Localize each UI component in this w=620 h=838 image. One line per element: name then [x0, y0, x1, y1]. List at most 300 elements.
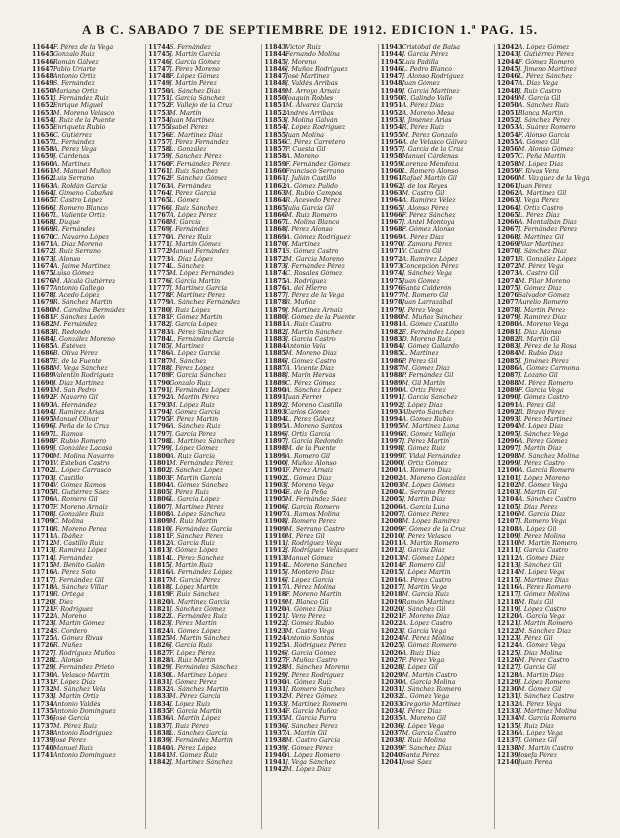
entry-name: J. Pérez Martín — [401, 438, 450, 446]
list-item — [381, 679, 492, 686]
list-item — [381, 95, 492, 102]
list-item — [32, 569, 143, 576]
entry-number: 12106 — [496, 511, 519, 518]
list-item — [264, 146, 375, 153]
entry-number: 11880 — [264, 313, 287, 321]
list-item — [497, 44, 608, 51]
entry-name: M. Gil Martín — [401, 379, 445, 387]
entry-name: M. López Vega — [517, 569, 565, 577]
entry-number: 11804 — [148, 481, 171, 489]
entry-name: J. Ortiz Gómez — [401, 459, 448, 467]
entry-name: J. Martín Díaz — [517, 445, 562, 453]
list-item — [497, 394, 608, 401]
entry-number: 11648 — [32, 73, 54, 81]
list-item — [264, 701, 375, 708]
entry-number: 11787 — [148, 357, 171, 365]
entry-name: Blanca Martín — [517, 109, 564, 117]
entry-name: J. Gómez Castro — [517, 394, 569, 402]
list-item — [497, 599, 608, 606]
entry-name: J. Sánchez López — [169, 467, 224, 475]
list-item — [381, 248, 492, 255]
list-item — [497, 686, 608, 693]
entry-number: 11680 — [32, 306, 54, 314]
list-item — [381, 402, 492, 409]
entry-number: 11810 — [148, 525, 171, 533]
list-item — [497, 234, 608, 241]
list-item — [32, 453, 143, 460]
entry-number: 11725 — [32, 635, 54, 643]
list-item — [497, 117, 608, 124]
list-item — [32, 394, 143, 401]
entry-number: 12086 — [496, 365, 519, 373]
entry-number: 11666 — [32, 204, 54, 212]
list-column — [494, 44, 610, 829]
entry-name: Cristóbal de Balsa — [401, 44, 460, 51]
entry-number: 11986 — [380, 357, 403, 365]
list-item — [497, 482, 608, 489]
entry-name: M. López Fernández — [169, 270, 235, 278]
list-item — [32, 226, 143, 233]
entry-number: 11818 — [148, 583, 171, 591]
entry-number: 11989 — [380, 379, 403, 387]
entry-number: 11888 — [264, 372, 287, 380]
entry-name: A. Romero Gil — [53, 496, 98, 504]
entry-number: 12087 — [496, 372, 519, 380]
list-item — [148, 314, 259, 321]
list-item — [264, 197, 375, 204]
entry-number: 11678 — [32, 292, 54, 300]
entry-number: 11751 — [148, 95, 171, 103]
entry-name: R. Martín Gil — [517, 335, 560, 343]
list-item — [264, 664, 375, 671]
entry-name: M. Castillo Ruiz — [53, 540, 104, 548]
list-item — [497, 745, 608, 752]
entry-name: A. Castro Gil — [517, 270, 559, 278]
list-item — [32, 562, 143, 569]
list-item — [381, 285, 492, 292]
entry-number: 12058 — [496, 160, 519, 168]
entry-name: J. Díaz Pérez — [517, 503, 558, 511]
entry-name: F. Alonso García — [517, 131, 570, 139]
entry-number: 12032 — [380, 693, 403, 701]
entry-name: A. Ruiz Castro — [285, 321, 332, 329]
entry-number: 12129 — [496, 678, 519, 686]
list-item — [32, 577, 143, 584]
entry-number: 11940 — [264, 751, 287, 759]
entry-number: 11761 — [148, 168, 171, 176]
entry-name: F. Romero Gil — [401, 562, 446, 570]
entry-number: 12011 — [380, 540, 403, 548]
list-item — [381, 146, 492, 153]
entry-name: J. Ruiz Molina — [401, 737, 446, 745]
list-item — [32, 73, 143, 80]
entry-name: J. Gómez Castro — [285, 357, 337, 365]
list-item — [32, 263, 143, 270]
entry-name: J. Fernández — [53, 554, 93, 562]
entry-number: 11799 — [148, 445, 171, 453]
entry-number: 11828 — [148, 656, 171, 664]
entry-number: 11763 — [148, 182, 171, 190]
entry-number: 11936 — [264, 722, 287, 730]
list-item — [264, 672, 375, 679]
entry-name: F. Fernández Pérez — [169, 160, 231, 168]
entry-number: 11765 — [148, 197, 171, 205]
list-item — [381, 117, 492, 124]
entry-name: Antonio Ortiz — [53, 73, 96, 81]
entry-name: Antonio Valdés — [53, 700, 101, 708]
list-item — [148, 80, 259, 87]
list-item — [32, 321, 143, 328]
entry-number: 12035 — [380, 715, 403, 723]
entry-number: 11913 — [264, 554, 287, 562]
entry-name: A. López Pérez — [169, 211, 217, 219]
entry-number: 11704 — [32, 481, 54, 489]
list-item — [264, 95, 375, 102]
entry-name: A. Ramírez López — [401, 255, 458, 263]
entry-number: 11977 — [380, 292, 403, 300]
entry-number: 11838 — [148, 729, 171, 737]
entry-number: 12055 — [496, 138, 519, 146]
list-item — [264, 402, 375, 409]
entry-name: A. del Hierro — [285, 284, 327, 292]
entry-name: M. Castro García — [285, 737, 341, 745]
list-item — [148, 679, 259, 686]
entry-number: 11890 — [264, 386, 287, 394]
list-item — [32, 285, 143, 292]
entry-name: A. Pérez Gómez — [517, 438, 568, 446]
list-item — [148, 511, 259, 518]
entry-number: 11790 — [148, 379, 171, 387]
list-item — [264, 416, 375, 423]
entry-number: 12116 — [496, 583, 519, 591]
list-item — [148, 635, 259, 642]
entry-name: L. Fernández García — [169, 335, 235, 343]
entry-number: 11825 — [148, 635, 171, 643]
list-item — [32, 686, 143, 693]
entry-name: S. Cordero — [53, 627, 88, 635]
list-item — [148, 299, 259, 306]
list-item — [148, 526, 259, 533]
list-item — [381, 205, 492, 212]
entry-name: M. García — [169, 219, 201, 227]
entry-number: 11819 — [148, 591, 171, 599]
list-item — [264, 438, 375, 445]
entry-name: M. Alvarez García — [285, 102, 343, 110]
entry-name: R. Gutiérrez Sáez — [53, 489, 110, 497]
list-item — [148, 380, 259, 387]
list-item — [264, 226, 375, 233]
entry-name: J. González Lacasa — [53, 445, 113, 453]
entry-number: 11699 — [32, 445, 54, 453]
entry-name: José García — [53, 715, 90, 723]
entry-number: 11776 — [148, 277, 171, 285]
entry-number: 12019 — [380, 598, 403, 606]
entry-name: Fernando Molina — [285, 51, 340, 59]
list-item — [497, 95, 608, 102]
list-item — [381, 88, 492, 95]
entry-name: J. López Vega — [401, 722, 445, 730]
entry-name: J. López Gómez — [169, 445, 219, 453]
entry-number: 11924 — [264, 635, 287, 643]
entry-name: M. López Díaz — [517, 160, 564, 168]
list-item — [381, 613, 492, 620]
list-item — [497, 168, 608, 175]
list-item — [148, 168, 259, 175]
entry-number: 11901 — [264, 467, 287, 475]
list-item — [32, 212, 143, 219]
entry-number: 11996 — [380, 430, 403, 438]
entry-number: 12016 — [380, 576, 403, 584]
entry-number: 12062 — [496, 189, 519, 197]
entry-name: M. Carolina Bermúdez — [53, 306, 126, 314]
entry-name: A. Estévez — [53, 343, 87, 351]
list-item — [264, 708, 375, 715]
entry-name: J. López García — [285, 576, 334, 584]
list-item — [32, 124, 143, 131]
entry-number: 11731 — [32, 678, 54, 686]
entry-number: 12111 — [496, 547, 519, 555]
list-item — [381, 635, 492, 642]
list-item — [264, 132, 375, 139]
list-item — [32, 336, 143, 343]
entry-number: 11849 — [264, 87, 287, 95]
list-item — [497, 350, 608, 357]
list-item — [264, 110, 375, 117]
entry-name: C. Peña Martín — [517, 153, 566, 161]
entry-number: 11891 — [264, 394, 287, 402]
entry-name: A. Ramírez Vélez — [401, 197, 456, 205]
entry-name: L. Sánchez García — [169, 729, 228, 737]
entry-name: E. de la Peña — [285, 489, 328, 497]
entry-number: 11777 — [148, 284, 171, 292]
entry-number: 12090 — [496, 394, 519, 402]
entry-number: 11941 — [264, 759, 287, 767]
entry-name: Juan Larrazábal — [401, 299, 453, 307]
entry-name: F. Gómez de la Cruz — [401, 525, 466, 533]
entry-number: 12040 — [380, 751, 403, 759]
entry-number: 11842 — [148, 759, 171, 767]
entry-number: 11659 — [32, 153, 54, 161]
entry-number: 12084 — [496, 350, 519, 358]
list-item — [32, 314, 143, 321]
entry-number: 11752 — [148, 102, 171, 110]
list-item — [381, 752, 492, 759]
list-item — [264, 161, 375, 168]
list-item — [32, 591, 143, 598]
entry-number: 12119 — [496, 605, 519, 613]
list-item — [381, 51, 492, 58]
list-item — [381, 321, 492, 328]
entry-number: 12092 — [496, 408, 519, 416]
list-item — [148, 44, 259, 51]
entry-name: J. Fernández Gil — [53, 576, 104, 584]
entry-number: 12005 — [380, 496, 403, 504]
list-item — [32, 256, 143, 263]
entry-name: J. García Vega — [401, 627, 447, 635]
list-item — [264, 241, 375, 248]
entry-name: M. Rubio Campos — [285, 189, 343, 197]
entry-number: 11758 — [148, 146, 171, 154]
list-item — [148, 365, 259, 372]
entry-name: Aurelio Romero — [517, 299, 569, 307]
entry-name: J. López Romero — [517, 678, 570, 686]
list-item — [148, 183, 259, 190]
list-item — [381, 482, 492, 489]
list-item — [381, 620, 492, 627]
entry-number: 11807 — [148, 503, 171, 511]
list-item — [497, 613, 608, 620]
entry-number: 11673 — [32, 255, 54, 263]
entry-name: J. García Sánchez — [169, 95, 226, 103]
entry-name: Josefa Pérez — [517, 751, 557, 759]
entry-number: 11836 — [148, 715, 171, 723]
entry-name: Víctor Ruiz — [285, 44, 321, 51]
list-item — [381, 693, 492, 700]
list-item — [497, 650, 608, 657]
entry-name: L. González — [169, 146, 207, 154]
entry-name: M. López Ruiz — [169, 401, 215, 409]
list-item — [32, 219, 143, 226]
entry-number: 12018 — [380, 591, 403, 599]
entry-name: F. Rodríguez — [53, 605, 94, 613]
entry-name: Rafael Martín Gil — [401, 175, 457, 183]
entry-name: J. Antel Montoya — [401, 219, 455, 227]
entry-name: A. Velasco Martín — [53, 671, 110, 679]
entry-name: R. Galindo Valle — [401, 95, 453, 103]
entry-number: 11980 — [380, 313, 403, 321]
list-item — [148, 132, 259, 139]
list-item — [264, 460, 375, 467]
entry-name: J. Fernández Ruiz — [53, 95, 109, 103]
entry-name: J. García Pérez — [401, 51, 449, 59]
list-column — [378, 44, 494, 829]
list-item — [148, 88, 259, 95]
list-item — [32, 511, 143, 518]
entry-number: 11915 — [264, 569, 287, 577]
entry-name: J. Pérez Fernández — [169, 138, 229, 146]
entry-number: 11747 — [148, 65, 171, 73]
entry-name: Santa Calderón — [401, 284, 452, 292]
entry-name: C. Pérez Gómez — [285, 379, 336, 387]
list-item — [497, 365, 608, 372]
entry-name: M. Castro Gil — [401, 189, 445, 197]
entry-number: 11781 — [148, 313, 171, 321]
entry-name: M. Pérez Molina — [401, 635, 454, 643]
entry-number: 11798 — [148, 438, 171, 446]
list-item — [264, 628, 375, 635]
list-item — [264, 117, 375, 124]
entry-name: J. Ramírez López — [53, 547, 107, 555]
entry-number: 11892 — [264, 401, 287, 409]
list-item — [497, 51, 608, 58]
entry-name: D. Moreno Ruiz — [401, 335, 452, 343]
entry-number: 12130 — [496, 686, 519, 694]
entry-number: 11741 — [32, 751, 54, 759]
entry-name: J. Sánchez Gil — [401, 605, 446, 613]
entry-name: M. Ruiz Gil — [517, 598, 554, 606]
list-item — [148, 759, 259, 766]
entry-name: J. López Gil — [401, 664, 438, 672]
entry-number: 12027 — [380, 656, 403, 664]
entry-name: J. Ruiz López — [169, 306, 211, 314]
entry-name: F. Pérez Vega — [401, 656, 445, 664]
list-item — [381, 234, 492, 241]
entry-name: M. Pérez Castro — [517, 656, 570, 664]
entry-name: M. Martín Castro — [517, 744, 574, 752]
list-item — [32, 402, 143, 409]
entry-name: F. Sánchez Díaz — [401, 744, 452, 752]
entry-number: 12045 — [496, 65, 519, 73]
entry-number: 11806 — [148, 496, 171, 504]
list-item — [264, 307, 375, 314]
entry-name: C. Rosales Gómez — [285, 270, 343, 278]
entry-name: R. Gómez Vallejo — [401, 430, 456, 438]
list-item — [381, 343, 492, 350]
entry-number: 11683 — [32, 328, 54, 336]
entry-number: 11737 — [32, 722, 54, 730]
entry-name: A. de Velasco Gálvez — [401, 138, 468, 146]
entry-number: 12042 — [496, 44, 519, 51]
entry-name: J. Romero Pérez — [285, 518, 337, 526]
entry-name: A. Gómez López — [169, 627, 221, 635]
entry-name: A. Martínez — [53, 160, 91, 168]
entry-number: 11679 — [32, 299, 54, 307]
entry-name: J. Moreno Castillo — [285, 401, 343, 409]
entry-name: A. López García — [169, 350, 220, 358]
entry-name: J. Martín Gómez — [169, 241, 221, 249]
entry-number: 11778 — [148, 292, 171, 300]
entry-number: 12043 — [496, 51, 519, 59]
list-item — [32, 445, 143, 452]
list-item — [264, 219, 375, 226]
entry-name: A. Pérez Vega — [517, 700, 562, 708]
entry-name: A. Hernández — [53, 401, 97, 409]
list-item — [148, 496, 259, 503]
list-item — [381, 686, 492, 693]
entry-name: M. Gómez Ruiz — [169, 751, 218, 759]
entry-name: A. Sánchez Castro — [517, 496, 577, 504]
entry-number: 11896 — [264, 430, 287, 438]
list-item — [148, 672, 259, 679]
entry-name: J. Pérez Rodríguez — [285, 671, 344, 679]
list-item — [381, 423, 492, 430]
entry-name: L. Gómez — [169, 197, 200, 205]
entry-name: F. Moreno Arnaiz — [53, 503, 108, 511]
entry-number: 11962 — [380, 182, 403, 190]
entry-number: 12056 — [496, 146, 519, 154]
list-item — [32, 664, 143, 671]
entry-number: 12074 — [496, 277, 519, 285]
entry-name: A. Ruiz Martín — [169, 656, 216, 664]
entry-number: 12134 — [496, 715, 519, 723]
entry-name: J. Gutiérrez Pérez — [517, 51, 575, 59]
entry-name: J. Montero Díaz — [285, 569, 335, 577]
entry-name: V. Gómez Ramos — [53, 481, 106, 489]
list-item — [497, 139, 608, 146]
list-item — [32, 642, 143, 649]
entry-name: A. Gómez Díaz — [285, 605, 332, 613]
entry-number: 11676 — [32, 277, 54, 285]
entry-number: 12052 — [496, 116, 519, 124]
entry-name: Luis Padilla — [401, 58, 439, 66]
list-item — [264, 365, 375, 372]
list-item — [32, 51, 143, 58]
entry-number: 11735 — [32, 708, 54, 716]
entry-name: F. Pérez Sánchez — [401, 211, 456, 219]
entry-name: C. Pérez Carretero — [285, 138, 346, 146]
list-item — [148, 285, 259, 292]
entry-number: 11998 — [380, 445, 403, 453]
